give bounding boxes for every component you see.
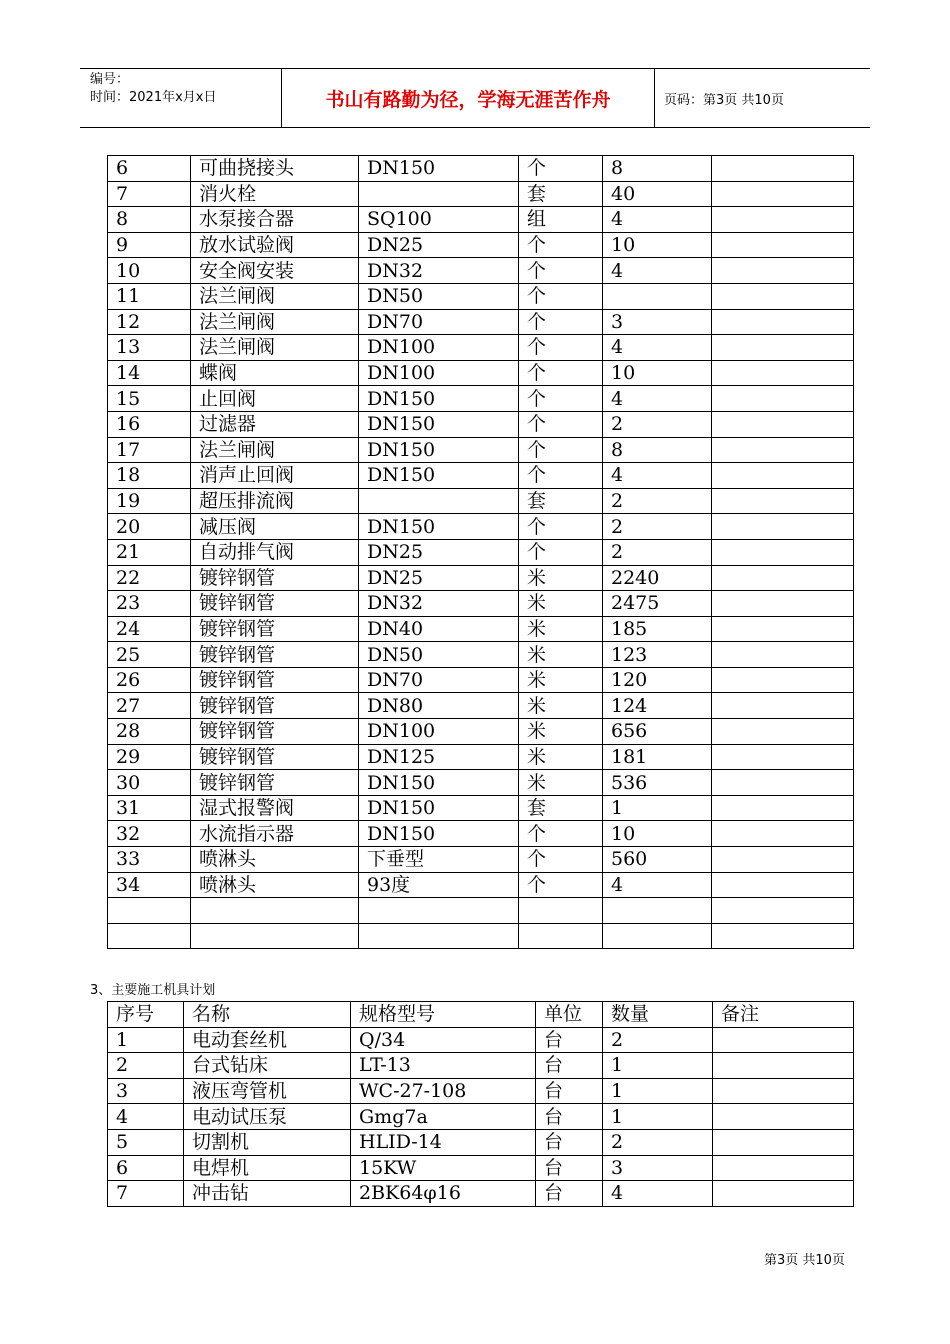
table-cell: 镀锌钢管 [191, 744, 359, 770]
table-cell: 喷淋头 [191, 872, 359, 898]
table-cell: 个 [519, 539, 603, 565]
table-cell: 过滤器 [191, 411, 359, 437]
table-cell: 台 [536, 1027, 603, 1053]
table-cell: 4 [603, 207, 712, 233]
table-cell: 6 [108, 1155, 184, 1181]
table-cell: DN100 [359, 719, 519, 745]
table-cell: DN150 [359, 770, 519, 796]
table-cell [712, 898, 854, 924]
table-cell: 12 [108, 309, 191, 335]
table-row [108, 744, 854, 770]
table-row [108, 514, 854, 540]
table-cell: 181 [603, 744, 712, 770]
table-cell: 3 [603, 1155, 713, 1181]
table-cell: 个 [519, 437, 603, 463]
table-cell: 个 [519, 258, 603, 284]
table-cell: 4 [603, 335, 712, 361]
table-cell: 水泵接合器 [191, 207, 359, 233]
table-cell: 10 [108, 258, 191, 284]
table-cell [712, 488, 854, 514]
table-cell [712, 872, 854, 898]
tools-table [107, 1001, 854, 1207]
table-cell [108, 923, 191, 949]
table-cell [712, 821, 854, 847]
table-cell: 米 [519, 719, 603, 745]
table-row [108, 1027, 854, 1053]
table-cell: 米 [519, 667, 603, 693]
table-cell: DN150 [359, 411, 519, 437]
table-cell [519, 923, 603, 949]
table-cell: 10 [603, 232, 712, 258]
table-cell: 个 [519, 847, 603, 873]
table-cell: 安全阀安装 [191, 258, 359, 284]
table-cell: 15KW [351, 1155, 536, 1181]
table-cell [713, 1053, 854, 1079]
table-cell: DN80 [359, 693, 519, 719]
table-cell: 蝶阀 [191, 360, 359, 386]
table-cell: 自动排气阀 [191, 539, 359, 565]
table-header-row [108, 1002, 854, 1028]
table-cell: 4 [108, 1104, 184, 1130]
table-cell: 25 [108, 642, 191, 668]
table-cell: 法兰闸阀 [191, 309, 359, 335]
table-row [108, 795, 854, 821]
header-motto: 书山有路勤为径，学海无涯苦作舟 [282, 69, 655, 127]
table-cell: Q/34 [351, 1027, 536, 1053]
table-cell: 1 [603, 1104, 713, 1130]
table-cell: Gmg7a [351, 1104, 536, 1130]
table-cell: 台 [536, 1078, 603, 1104]
table-cell: 26 [108, 667, 191, 693]
table-cell [713, 1078, 854, 1104]
table-cell: 24 [108, 616, 191, 642]
table-cell: DN150 [359, 821, 519, 847]
table-cell: 6 [108, 156, 191, 182]
table-cell: 124 [603, 693, 712, 719]
table-row [108, 539, 854, 565]
table-cell: 台 [536, 1181, 603, 1207]
table-cell: 套 [519, 181, 603, 207]
table-row [108, 488, 854, 514]
table-cell: 656 [603, 719, 712, 745]
table-row [108, 872, 854, 898]
table-cell [712, 795, 854, 821]
header-cell: 规格型号 [351, 1002, 536, 1028]
table-row [108, 258, 854, 284]
table-cell: 9 [108, 232, 191, 258]
section-title: 3、主要施工机具计划 [90, 983, 216, 998]
table-cell [713, 1104, 854, 1130]
table-cell: 8 [108, 207, 191, 233]
table-cell: 5 [108, 1129, 184, 1155]
table-cell: 镀锌钢管 [191, 565, 359, 591]
table-row [108, 616, 854, 642]
table-row [108, 591, 854, 617]
table-row [108, 719, 854, 745]
table-cell: 个 [519, 411, 603, 437]
table-row [108, 232, 854, 258]
table-cell: 个 [519, 309, 603, 335]
table-cell [712, 514, 854, 540]
table-cell [712, 360, 854, 386]
table-cell: 米 [519, 744, 603, 770]
table-cell: 米 [519, 770, 603, 796]
table-cell: 3 [108, 1078, 184, 1104]
table-cell: 消火栓 [191, 181, 359, 207]
table-cell: DN70 [359, 667, 519, 693]
table-cell: 11 [108, 283, 191, 309]
table-cell: 23 [108, 591, 191, 617]
table-cell [713, 1129, 854, 1155]
table-cell: 14 [108, 360, 191, 386]
table-row [108, 437, 854, 463]
table-cell: 21 [108, 539, 191, 565]
table-cell: 18 [108, 463, 191, 489]
table-cell: 10 [603, 360, 712, 386]
table-cell: DN150 [359, 437, 519, 463]
table-cell: 电焊机 [184, 1155, 351, 1181]
table-cell [359, 898, 519, 924]
table-cell: 台 [536, 1155, 603, 1181]
table-cell: 个 [519, 463, 603, 489]
table-cell: 个 [519, 232, 603, 258]
table-cell: 米 [519, 693, 603, 719]
table-cell: 1 [603, 795, 712, 821]
table-cell: 消声止回阀 [191, 463, 359, 489]
table-row [108, 335, 854, 361]
table-cell: 可曲挠接头 [191, 156, 359, 182]
table-cell: 2 [603, 1129, 713, 1155]
table-row [108, 565, 854, 591]
table-cell: DN50 [359, 642, 519, 668]
table-cell: 2 [108, 1053, 184, 1079]
table-cell [603, 283, 712, 309]
table-cell: WC-27-108 [351, 1078, 536, 1104]
table-cell: 1 [603, 1053, 713, 1079]
page-header [80, 68, 870, 128]
table-cell: 台 [536, 1129, 603, 1155]
table-cell [603, 898, 712, 924]
table-cell: 组 [519, 207, 603, 233]
table-cell: 个 [519, 360, 603, 386]
table-cell: 法兰闸阀 [191, 437, 359, 463]
table-cell: LT-13 [351, 1053, 536, 1079]
table-cell: 镀锌钢管 [191, 719, 359, 745]
table-cell [712, 463, 854, 489]
table-cell: 个 [519, 283, 603, 309]
number-label: 编号： [90, 72, 130, 87]
table-cell: 台式钻床 [184, 1053, 351, 1079]
table-cell: 镀锌钢管 [191, 591, 359, 617]
table-cell [712, 411, 854, 437]
table-cell: 个 [519, 514, 603, 540]
table-cell: 40 [603, 181, 712, 207]
table-cell: 2 [603, 1027, 713, 1053]
table-row [108, 207, 854, 233]
table-cell: 个 [519, 872, 603, 898]
table-cell [713, 1155, 854, 1181]
table-cell [712, 437, 854, 463]
table-cell: 27 [108, 693, 191, 719]
table-cell: 16 [108, 411, 191, 437]
table-cell [712, 667, 854, 693]
table-cell: 2 [603, 514, 712, 540]
table-cell: 1 [603, 1078, 713, 1104]
table-cell: DN70 [359, 309, 519, 335]
table-cell: 电动试压泵 [184, 1104, 351, 1130]
table-cell: 米 [519, 591, 603, 617]
table-cell [713, 1181, 854, 1207]
table-row [108, 1181, 854, 1207]
table-cell: 镀锌钢管 [191, 616, 359, 642]
table-cell: 2 [603, 488, 712, 514]
table-cell [712, 565, 854, 591]
table-cell: 8 [603, 437, 712, 463]
table-cell [712, 539, 854, 565]
table-cell [712, 693, 854, 719]
table-cell: DN150 [359, 514, 519, 540]
table-cell: 2475 [603, 591, 712, 617]
table-cell: DN150 [359, 795, 519, 821]
table-cell: 台 [536, 1053, 603, 1079]
header-meta [80, 69, 282, 127]
table-cell [108, 898, 191, 924]
table-row [108, 386, 854, 412]
table-cell: 1 [108, 1027, 184, 1053]
table-cell: 93度 [359, 872, 519, 898]
table-cell: DN32 [359, 591, 519, 617]
table-cell [712, 591, 854, 617]
table-cell: DN125 [359, 744, 519, 770]
table-cell: 镀锌钢管 [191, 667, 359, 693]
table-row [108, 770, 854, 796]
table-cell [712, 232, 854, 258]
table-row [108, 411, 854, 437]
table-cell: 185 [603, 616, 712, 642]
table-cell: DN100 [359, 335, 519, 361]
table-cell: DN150 [359, 156, 519, 182]
table-cell: 19 [108, 488, 191, 514]
table-cell [712, 207, 854, 233]
header-page-info: 页码：第3页 共10页 [664, 92, 784, 108]
table-cell: 切割机 [184, 1129, 351, 1155]
table-cell [712, 335, 854, 361]
table-cell [713, 1027, 854, 1053]
table-cell: 个 [519, 156, 603, 182]
table-cell: 28 [108, 719, 191, 745]
table-cell: 液压弯管机 [184, 1078, 351, 1104]
table-cell: 536 [603, 770, 712, 796]
table-cell [712, 923, 854, 949]
table-cell: DN50 [359, 283, 519, 309]
table-cell: 22 [108, 565, 191, 591]
table-cell [712, 616, 854, 642]
table-cell [712, 642, 854, 668]
table-cell: 7 [108, 181, 191, 207]
table-cell: 湿式报警阀 [191, 795, 359, 821]
table-row [108, 821, 854, 847]
table-cell: 米 [519, 616, 603, 642]
table-cell: 4 [603, 1181, 713, 1207]
table-cell: 减压阀 [191, 514, 359, 540]
table-cell: DN25 [359, 232, 519, 258]
table-cell [191, 923, 359, 949]
time-label: 时间：2021年x月x日 [90, 90, 217, 105]
table-cell: 13 [108, 335, 191, 361]
table-cell: 3 [603, 309, 712, 335]
table-cell [712, 181, 854, 207]
table-cell: 2240 [603, 565, 712, 591]
table-cell: 个 [519, 386, 603, 412]
table-cell [359, 923, 519, 949]
table-cell: 米 [519, 565, 603, 591]
table-cell [712, 386, 854, 412]
table-cell: 镀锌钢管 [191, 770, 359, 796]
table-row [108, 1078, 854, 1104]
table-cell: DN40 [359, 616, 519, 642]
table-cell [712, 847, 854, 873]
table-row [108, 693, 854, 719]
table-cell: DN25 [359, 565, 519, 591]
table-cell: 水流指示器 [191, 821, 359, 847]
table-cell: 2BK64φ16 [351, 1181, 536, 1207]
table-cell [603, 923, 712, 949]
table-cell [712, 719, 854, 745]
header-cell: 备注 [713, 1002, 854, 1028]
table-row [108, 1053, 854, 1079]
table-cell [191, 898, 359, 924]
table-row [108, 283, 854, 309]
table-cell: 33 [108, 847, 191, 873]
table-cell: 123 [603, 642, 712, 668]
table-cell [712, 258, 854, 284]
table-row [108, 847, 854, 873]
table-row [108, 309, 854, 335]
table-cell: 4 [603, 386, 712, 412]
table-cell: 止回阀 [191, 386, 359, 412]
table-row [108, 898, 854, 924]
table-cell: 下垂型 [359, 847, 519, 873]
table-cell: 法兰闸阀 [191, 283, 359, 309]
table-cell: 法兰闸阀 [191, 335, 359, 361]
table-cell: 2 [603, 411, 712, 437]
table-cell [359, 181, 519, 207]
header-cell: 序号 [108, 1002, 184, 1028]
page-footer: 第3页 共10页 [764, 1253, 845, 1268]
table-cell: 30 [108, 770, 191, 796]
table-cell: 2 [603, 539, 712, 565]
table-row [108, 642, 854, 668]
header-cell: 数量 [603, 1002, 713, 1028]
table-cell: 4 [603, 872, 712, 898]
table-row [108, 181, 854, 207]
table-cell: 10 [603, 821, 712, 847]
table-cell: 套 [519, 488, 603, 514]
table-cell [712, 744, 854, 770]
table-row [108, 463, 854, 489]
table-cell: 8 [603, 156, 712, 182]
table-cell: 31 [108, 795, 191, 821]
table-cell: 20 [108, 514, 191, 540]
table-cell: 套 [519, 795, 603, 821]
table-cell: 120 [603, 667, 712, 693]
table-cell: SQ100 [359, 207, 519, 233]
table-cell: 镀锌钢管 [191, 693, 359, 719]
table-cell: 29 [108, 744, 191, 770]
table-cell: 17 [108, 437, 191, 463]
table-cell: DN150 [359, 463, 519, 489]
table-cell [712, 156, 854, 182]
table-cell: 560 [603, 847, 712, 873]
table-cell: 超压排流阀 [191, 488, 359, 514]
table-cell: 个 [519, 335, 603, 361]
table-cell [519, 898, 603, 924]
table-cell: 7 [108, 1181, 184, 1207]
table-cell: DN25 [359, 539, 519, 565]
table-cell: 电动套丝机 [184, 1027, 351, 1053]
table-cell [712, 770, 854, 796]
table-cell: DN32 [359, 258, 519, 284]
table-row [108, 360, 854, 386]
table-row [108, 1155, 854, 1181]
table-cell: 4 [603, 258, 712, 284]
table-cell [712, 309, 854, 335]
table-row [108, 1129, 854, 1155]
table-cell: 4 [603, 463, 712, 489]
table-cell: 镀锌钢管 [191, 642, 359, 668]
table-cell: 喷淋头 [191, 847, 359, 873]
table-row [108, 667, 854, 693]
materials-table [107, 155, 854, 949]
table-cell: 15 [108, 386, 191, 412]
table-cell: 34 [108, 872, 191, 898]
table-row [108, 156, 854, 182]
table-cell: 米 [519, 642, 603, 668]
table-cell: DN100 [359, 360, 519, 386]
table-cell: 台 [536, 1104, 603, 1130]
table-cell: HLID-14 [351, 1129, 536, 1155]
table-cell: 冲击钻 [184, 1181, 351, 1207]
table-row [108, 1104, 854, 1130]
table-row [108, 923, 854, 949]
table-cell: 32 [108, 821, 191, 847]
table-cell: DN150 [359, 386, 519, 412]
table-cell: 个 [519, 821, 603, 847]
table-cell [359, 488, 519, 514]
header-cell: 单位 [536, 1002, 603, 1028]
table-cell [712, 283, 854, 309]
table-cell: 放水试验阀 [191, 232, 359, 258]
header-cell: 名称 [184, 1002, 351, 1028]
